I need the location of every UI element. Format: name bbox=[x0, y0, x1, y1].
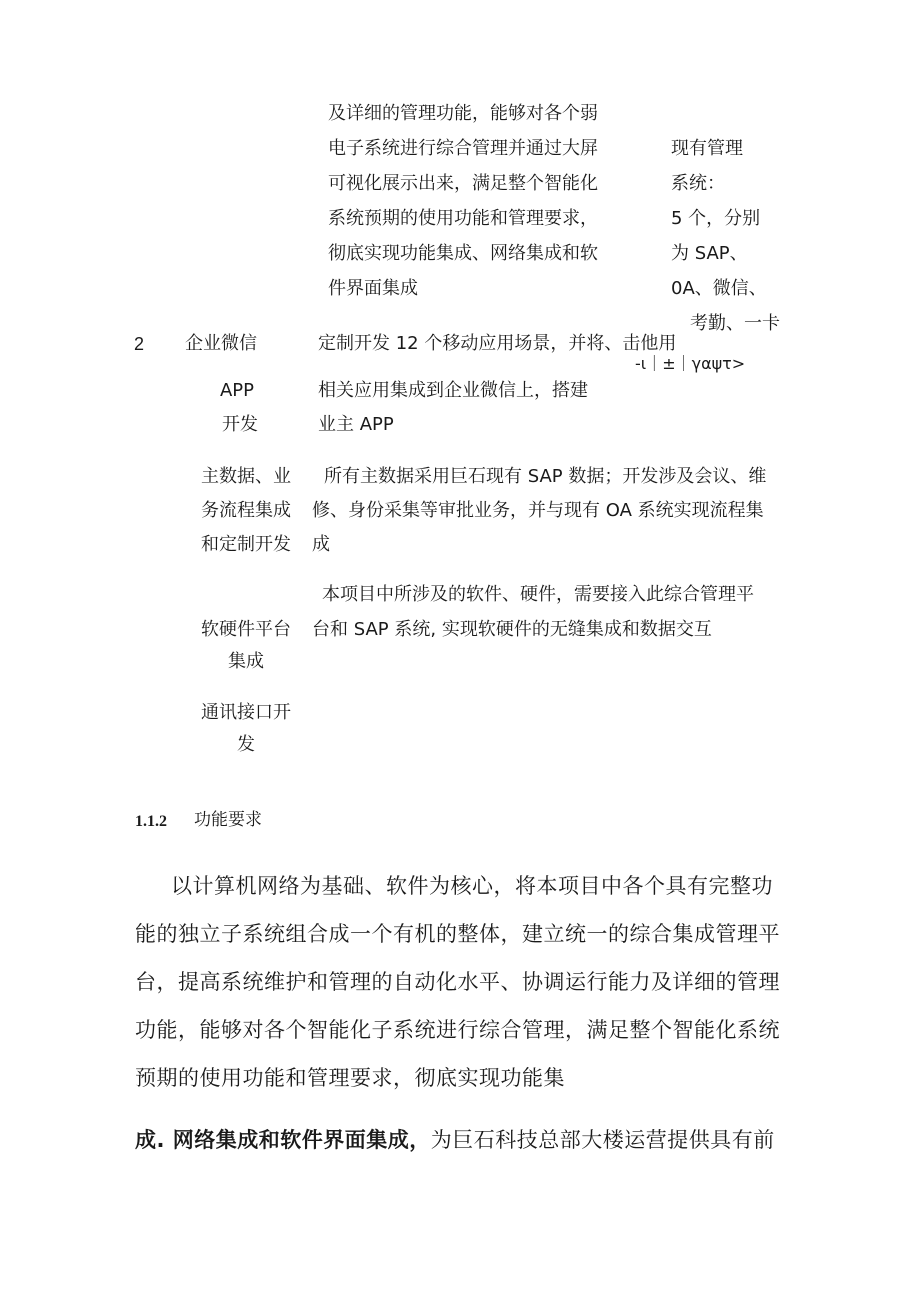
row1-desc-line-5: 彻底实现功能集成、网络集成和软 bbox=[328, 243, 598, 264]
row1-note-line-3: 5 个，分别 bbox=[671, 208, 761, 229]
row2-name: 企业微信 bbox=[185, 333, 257, 354]
row2-number: 2 bbox=[134, 334, 145, 354]
row1-desc-line-6: 件界面集成 bbox=[328, 278, 418, 299]
section-number: 1.1.2 bbox=[135, 813, 167, 830]
row4-name-line-1: 软硬件平台 bbox=[201, 619, 291, 640]
paragraph-last-line bbox=[135, 1128, 775, 1152]
paragraph-line-2: 能的独立子系统组合成一个有机的整体，建立统一的综合集成管理平 bbox=[135, 922, 780, 946]
row1-note-line-1: 现有管理 bbox=[671, 138, 743, 159]
row1-note-line-2: 系统： bbox=[671, 173, 725, 194]
paragraph-line-1: 以计算机网络为基础、软件为核心，将本项目中各个具有完整功 bbox=[171, 874, 773, 898]
last-line-bold: 成. 网络集成和软件界面集成， bbox=[135, 1128, 431, 1152]
row3-name-line-3: 和定制开发 bbox=[201, 534, 291, 555]
row5-name-line-2: 发 bbox=[237, 734, 255, 755]
row4-desc-line-1: 本项目中所涉及的软件、硬件，需要接入此综合管理平 bbox=[322, 584, 754, 605]
row2-desc-line-2: 相关应用集成到企业微信上，搭建 bbox=[318, 380, 588, 401]
paragraph-line-3: 台，提高系统维护和管理的自动化水平、协调运行能力及详细的管理 bbox=[135, 970, 780, 994]
row1-desc-line-1: 及详细的管理功能，能够对各个弱 bbox=[328, 103, 598, 124]
row3-name-line-2: 务流程集成 bbox=[201, 500, 291, 521]
row1-note-line-6: 考勤、一卡 bbox=[690, 313, 780, 334]
row1-note-line-5: 0A、微信、 bbox=[671, 278, 767, 299]
row5-name-line-1: 通讯接口开 bbox=[201, 702, 291, 723]
row1-desc-line-2: 电子系统进行综合管理并通过大屏 bbox=[328, 138, 598, 159]
row3-desc-line-1: 所有主数据采用巨石现有 SAP 数据；开发涉及会议、维 bbox=[324, 466, 767, 487]
row2-desc-line-1: 定制开发 12 个移动应用场景，并将、击他用 bbox=[318, 333, 677, 354]
row2-name-cont-2: 开发 bbox=[222, 414, 258, 435]
row3-name-line-1: 主数据、业 bbox=[201, 466, 291, 487]
row1-desc-line-4: 系统预期的使用功能和管理要求， bbox=[328, 208, 598, 229]
section-title: 功能要求 bbox=[194, 810, 262, 830]
row2-name-cont-1: APP bbox=[219, 380, 255, 401]
last-line-normal: 为巨石科技总部大楼运营提供具有前 bbox=[430, 1128, 775, 1152]
row2-desc-line-3: 业主 APP bbox=[318, 414, 394, 435]
row3-desc-line-2: 修、身份采集等审批业务，并与现有 OA 系统实现流程集 bbox=[312, 500, 764, 521]
row1-note-line-7: -ι｜±｜γαψτ> bbox=[635, 354, 746, 373]
row1-note-line-4: 为 SAP、 bbox=[671, 243, 748, 264]
row3-desc-line-3: 成 bbox=[312, 534, 330, 555]
row4-name-line-2: 集成 bbox=[228, 651, 264, 672]
row4-desc-line-2: 台和 SAP 系统, 实现软硬件的无缝集成和数据交互 bbox=[312, 619, 712, 640]
paragraph-line-5: 预期的使用功能和管理要求，彻底实现功能集 bbox=[135, 1066, 565, 1090]
row1-desc-line-3: 可视化展示出来，满足整个智能化 bbox=[328, 173, 598, 194]
paragraph-line-4: 功能，能够对各个智能化子系统进行综合管理，满足整个智能化系统 bbox=[135, 1018, 780, 1042]
